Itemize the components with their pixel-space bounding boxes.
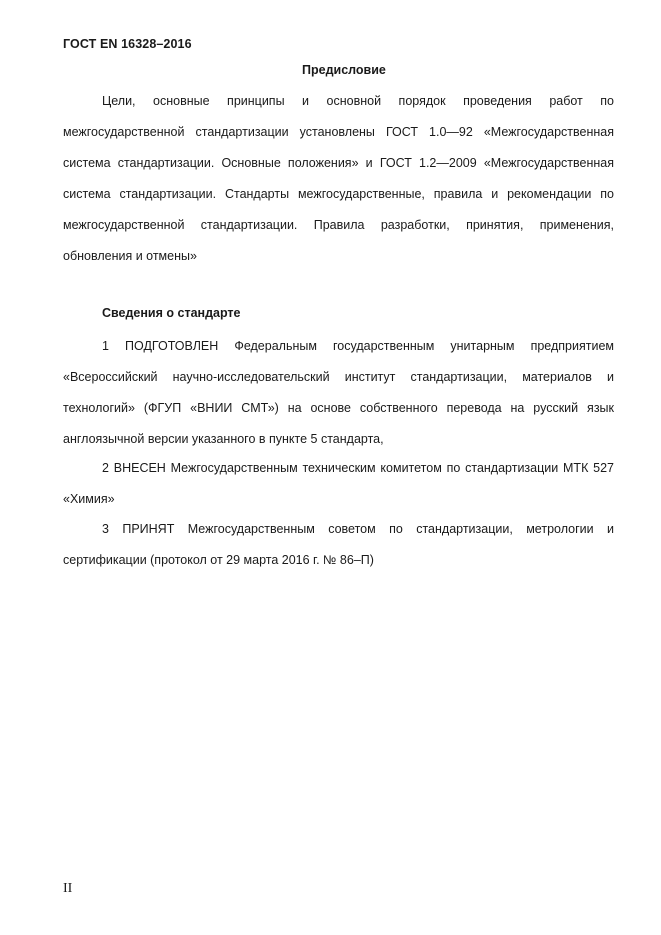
standard-info-item-3: 3 ПРИНЯТ Межгосударственным советом по стандартизации, метрологии и сертификации (протокол от 29 марта 2016 г. № 86–П): [63, 522, 614, 567]
standard-info-title: Сведения о стандарте: [102, 306, 241, 320]
foreword-title: Предисловие: [302, 63, 386, 77]
standard-info-item-2: 2 ВНЕСЕН Межгосударственным техническим комитетом по стандартизации МТК 527 «Химия»: [63, 461, 614, 506]
foreword-paragraph: Цели, основные принципы и основной порядок проведения работ по межгосударственной стандартизации установлены ГОСТ 1.0—92 «Межгосударственная система стандартизации. Основные положения» и ГОСТ 1.2—2009 «Межгосударственная система стандартизации. Стандарты межгосударственные, правила и рекомендации по межгосударственной стандартизации. Правила разработки, принятия, применения, обновления и отмены»: [63, 94, 614, 263]
page-number: II: [63, 881, 73, 896]
standard-info-item-1: 1 ПОДГОТОВЛЕН Федеральным государственным унитарным предприятием «Всероссийский научно-исследовательский институт стандартизации, материалов и технологий» (ФГУП «ВНИИ СМТ») на основе собственного перевода на русский язык англоязычной версии указанного в пункте 5 стандарта,: [63, 339, 614, 446]
document-code: ГОСТ EN 16328–2016: [63, 37, 192, 51]
